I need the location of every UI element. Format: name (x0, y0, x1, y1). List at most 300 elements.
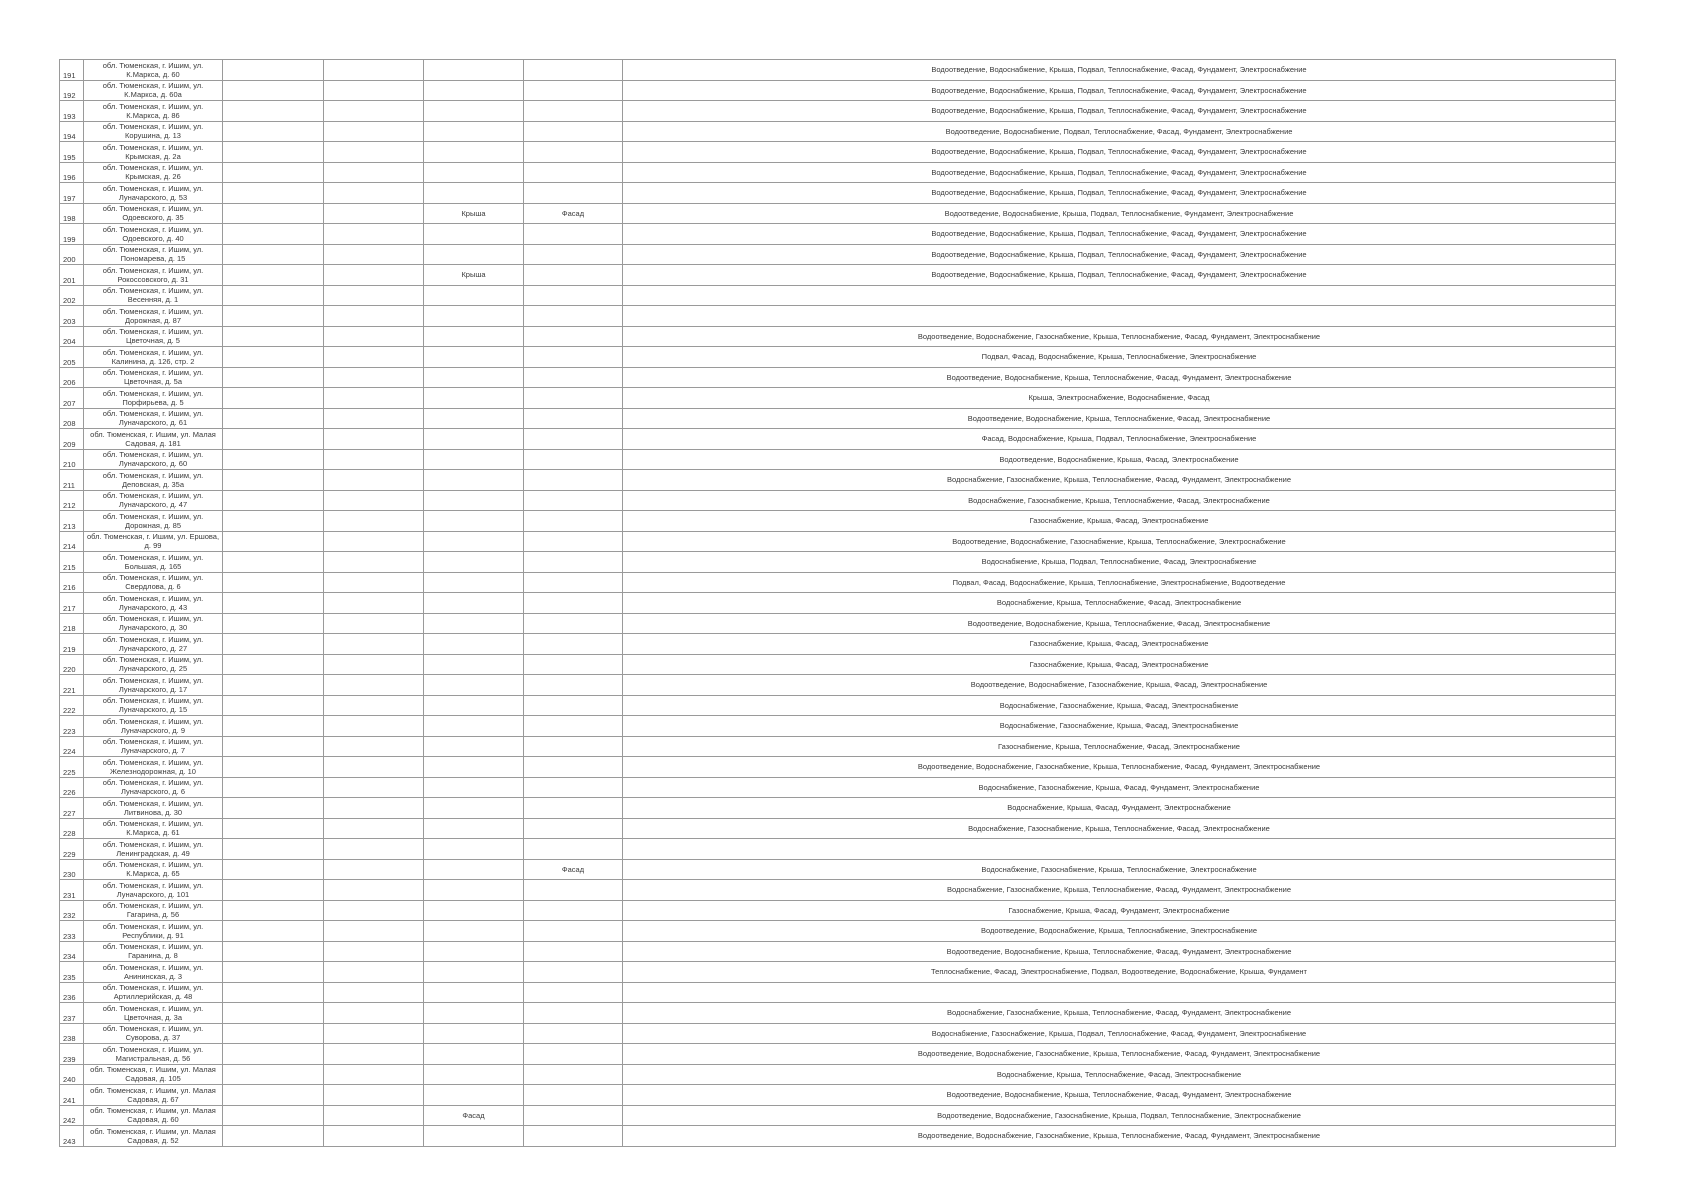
col4-cell (324, 1064, 424, 1085)
works-list-cell: Водоотведение, Водоснабжение, Крыша, Теплоснабжение, Фасад, Электроснабжение (623, 408, 1616, 429)
address-line-2: Суворова, д. 37 (125, 1033, 181, 1043)
col6-work-cell (524, 1105, 623, 1126)
table-row (60, 1085, 1616, 1106)
row-number-cell: 234 (60, 941, 84, 962)
col6-work-cell: Фасад (524, 859, 623, 880)
col5-work-cell (424, 121, 524, 142)
table-row (60, 429, 1616, 450)
col3-cell (223, 1044, 324, 1065)
col5-work-cell (424, 429, 524, 450)
col4-cell (324, 142, 424, 163)
row-number-cell: 229 (60, 839, 84, 860)
col4-cell (324, 675, 424, 696)
works-list-cell: Водоотведение, Водоснабжение, Крыша, Подвал, Теплоснабжение, Фундамент, Электроснабжение (623, 203, 1616, 224)
register-table (59, 59, 1616, 1147)
row-number-cell: 196 (60, 162, 84, 183)
col3-cell (223, 326, 324, 347)
col3-cell (223, 367, 324, 388)
works-list-cell: Водоотведение, Водоснабжение, Крыша, Подвал, Теплоснабжение, Фасад, Фундамент, Электроснабжение (623, 80, 1616, 101)
address-cell (84, 757, 223, 778)
col5-work-cell (424, 654, 524, 675)
col3-cell (223, 695, 324, 716)
address-line-1: обл. Тюменская, г. Ишим, ул. (102, 101, 204, 111)
works-list-cell: Водоотведение, Водоснабжение, Крыша, Подвал, Теплоснабжение, Фасад, Фундамент, Электроснабжение (623, 142, 1616, 163)
row-number-cell: 208 (60, 408, 84, 429)
works-list-cell: Водоснабжение, Газоснабжение, Крыша, Фасад, Фундамент, Электроснабжение (623, 777, 1616, 798)
col6-work-cell (524, 162, 623, 183)
table-row (60, 634, 1616, 655)
col3-cell (223, 941, 324, 962)
table-row (60, 224, 1616, 245)
table-row (60, 859, 1616, 880)
row-number-cell: 241 (60, 1085, 84, 1106)
works-list-cell: Водоотведение, Водоснабжение, Газоснабжение, Крыша, Теплоснабжение, Фасад, Фундамент, Электроснабжение (623, 1044, 1616, 1065)
address-cell (84, 1126, 223, 1147)
row-number-cell: 212 (60, 490, 84, 511)
address-line-2: К.Маркса, д. 60 (126, 69, 180, 79)
table-row (60, 101, 1616, 122)
address-cell (84, 490, 223, 511)
address-cell (84, 470, 223, 491)
table-row (60, 60, 1616, 81)
row-number-cell: 242 (60, 1105, 84, 1126)
row-number-cell: 201 (60, 265, 84, 286)
col4-cell (324, 511, 424, 532)
row-number-cell: 203 (60, 306, 84, 327)
row-number-cell: 230 (60, 859, 84, 880)
col5-work-cell (424, 326, 524, 347)
col4-cell (324, 839, 424, 860)
table-row (60, 757, 1616, 778)
col4-cell (324, 449, 424, 470)
row-number-cell: 238 (60, 1023, 84, 1044)
col4-cell (324, 859, 424, 880)
address-line-1: обл. Тюменская, г. Ишим, ул. Малая (90, 1106, 216, 1116)
table-row (60, 962, 1616, 983)
address-line-1: обл. Тюменская, г. Ишим, ул. (102, 778, 204, 788)
col5-work-cell (424, 490, 524, 511)
row-number-cell: 218 (60, 613, 84, 634)
address-cell (84, 511, 223, 532)
row-number-cell: 240 (60, 1064, 84, 1085)
address-line-2: Луначарского, д. 9 (120, 725, 186, 735)
col3-cell (223, 203, 324, 224)
address-cell (84, 265, 223, 286)
works-list-cell: Водоотведение, Водоснабжение, Газоснабжение, Крыша, Теплоснабжение, Фасад, Фундамент, Электроснабжение (623, 757, 1616, 778)
col4-cell (324, 716, 424, 737)
col5-work-cell (424, 982, 524, 1003)
address-line-1: обл. Тюменская, г. Ишим, ул. (102, 655, 204, 665)
col5-work-cell (424, 818, 524, 839)
row-number-cell: 195 (60, 142, 84, 163)
address-line-1: обл. Тюменская, г. Ишим, ул. (102, 409, 204, 419)
address-line-1: обл. Тюменская, г. Ишим, ул. (102, 265, 204, 275)
address-cell (84, 326, 223, 347)
col6-work-cell (524, 982, 623, 1003)
col5-work-cell (424, 695, 524, 716)
col3-cell (223, 1023, 324, 1044)
works-list-cell: Водоотведение, Водоснабжение, Газоснабжение, Крыша, Теплоснабжение, Электроснабжение (623, 531, 1616, 552)
address-line-2: Дорожная, д. 85 (124, 520, 182, 530)
works-list-cell: Крыша, Электроснабжение, Водоснабжение, Фасад (623, 388, 1616, 409)
address-cell (84, 839, 223, 860)
col6-work-cell (524, 1023, 623, 1044)
col3-cell (223, 347, 324, 368)
address-line-1: обл. Тюменская, г. Ишим, ул. (102, 552, 204, 562)
address-line-2: Луначарского, д. 43 (118, 602, 188, 612)
address-line-1: обл. Тюменская, г. Ишим, ул. (102, 593, 204, 603)
col6-work-cell (524, 736, 623, 757)
col3-cell (223, 962, 324, 983)
address-line-1: обл. Тюменская, г. Ишим, ул. (102, 142, 204, 152)
address-cell (84, 654, 223, 675)
col6-work-cell (524, 900, 623, 921)
row-number-cell: 223 (60, 716, 84, 737)
address-line-1: обл. Тюменская, г. Ишим, ул. (102, 880, 204, 890)
col3-cell (223, 183, 324, 204)
address-line-2: Одоевского, д. 40 (122, 233, 184, 243)
address-line-2: Луначарского, д. 47 (118, 500, 188, 510)
row-number-cell: 231 (60, 880, 84, 901)
address-line-2: Садовая, д. 105 (125, 1074, 181, 1084)
table-row (60, 162, 1616, 183)
col6-work-cell (524, 183, 623, 204)
address-line-2: Луначарского, д. 6 (120, 787, 186, 797)
address-cell (84, 921, 223, 942)
address-line-2: К.Маркса, д. 86 (126, 110, 180, 120)
col3-cell (223, 511, 324, 532)
table-row (60, 798, 1616, 819)
col4-cell (324, 203, 424, 224)
table-row (60, 1126, 1616, 1147)
col4-cell (324, 121, 424, 142)
address-line-2: Луначарского, д. 15 (118, 705, 188, 715)
address-line-2: Литвинова, д. 30 (123, 807, 183, 817)
col3-cell (223, 1064, 324, 1085)
col5-work-cell (424, 60, 524, 81)
table-row (60, 142, 1616, 163)
col4-cell (324, 818, 424, 839)
col4-cell (324, 880, 424, 901)
col4-cell (324, 1126, 424, 1147)
address-line-1: обл. Тюменская, г. Ишим, ул. (102, 122, 204, 132)
address-line-1: обл. Тюменская, г. Ишим, ул. Малая (90, 429, 216, 439)
col4-cell (324, 1023, 424, 1044)
row-number-cell: 225 (60, 757, 84, 778)
address-line-2: Гаранина, д. 8 (128, 951, 178, 961)
address-line-2: Луначарского, д. 101 (116, 889, 190, 899)
address-line-1: обл. Тюменская, г. Ишим, ул. (102, 696, 204, 706)
row-number-cell: 214 (60, 531, 84, 552)
col3-cell (223, 1105, 324, 1126)
address-cell (84, 552, 223, 573)
table-row (60, 80, 1616, 101)
row-number-cell: 228 (60, 818, 84, 839)
address-line-2: Артиллерийская, д. 48 (113, 992, 193, 1002)
address-cell (84, 306, 223, 327)
table-row (60, 388, 1616, 409)
col5-work-cell (424, 142, 524, 163)
works-list-cell: Водоснабжение, Газоснабжение, Крыша, Фасад, Электроснабжение (623, 695, 1616, 716)
col4-cell (324, 982, 424, 1003)
address-line-2: Республики, д. 91 (122, 930, 184, 940)
works-list-cell: Водоснабжение, Газоснабжение, Крыша, Теплоснабжение, Фасад, Фундамент, Электроснабжение (623, 470, 1616, 491)
col6-work-cell (524, 367, 623, 388)
col6-work-cell (524, 388, 623, 409)
row-number-cell: 233 (60, 921, 84, 942)
address-line-2: Цветочная, д. 5 (126, 336, 180, 346)
col5-work-cell (424, 593, 524, 614)
address-line-2: Цветочная, д. 5а (123, 377, 183, 387)
col5-work-cell (424, 1126, 524, 1147)
col4-cell (324, 224, 424, 245)
row-number-cell: 206 (60, 367, 84, 388)
col5-work-cell (424, 1003, 524, 1024)
col6-work-cell (524, 142, 623, 163)
col4-cell (324, 695, 424, 716)
address-cell (84, 388, 223, 409)
address-line-2: Свердлова, д. 6 (125, 582, 181, 592)
works-list-cell: Водоснабжение, Газоснабжение, Крыша, Теплоснабжение, Фасад, Электроснабжение (623, 818, 1616, 839)
address-line-1: обл. Тюменская, г. Ишим, ул. (102, 327, 204, 337)
col3-cell (223, 244, 324, 265)
table-row (60, 880, 1616, 901)
address-line-1: обл. Тюменская, г. Ишим, ул. (102, 470, 204, 480)
address-line-1: обл. Тюменская, г. Ишим, ул. (102, 860, 204, 870)
address-cell (84, 203, 223, 224)
address-cell (84, 736, 223, 757)
row-number-cell: 237 (60, 1003, 84, 1024)
row-number-cell: 192 (60, 80, 84, 101)
works-list-cell: Газоснабжение, Крыша, Фасад, Электроснабжение (623, 654, 1616, 675)
col5-work-cell (424, 716, 524, 737)
address-line-1: обл. Тюменская, г. Ишим, ул. (102, 634, 204, 644)
works-list-cell: Водоотведение, Водоснабжение, Крыша, Подвал, Теплоснабжение, Фасад, Фундамент, Электроснабжение (623, 265, 1616, 286)
col3-cell (223, 777, 324, 798)
col6-work-cell (524, 593, 623, 614)
row-number-cell: 224 (60, 736, 84, 757)
col4-cell (324, 1085, 424, 1106)
works-list-cell: Водоотведение, Водоснабжение, Крыша, Подвал, Теплоснабжение, Фасад, Фундамент, Электроснабжение (623, 162, 1616, 183)
row-number-cell: 232 (60, 900, 84, 921)
col5-work-cell (424, 757, 524, 778)
address-cell (84, 695, 223, 716)
address-line-1: обл. Тюменская, г. Ишим, ул. (102, 1024, 204, 1034)
col6-work-cell (524, 777, 623, 798)
address-cell (84, 408, 223, 429)
works-list-cell: Водоснабжение, Крыша, Подвал, Теплоснабжение, Фасад, Электроснабжение (623, 552, 1616, 573)
col3-cell (223, 880, 324, 901)
col5-work-cell (424, 449, 524, 470)
works-list-cell: Водоотведение, Водоснабжение, Крыша, Подвал, Теплоснабжение, Фасад, Фундамент, Электроснабжение (623, 183, 1616, 204)
address-line-2: Луначарского, д. 53 (118, 192, 188, 202)
address-line-2: Садовая, д. 60 (127, 1115, 179, 1125)
row-number-cell: 226 (60, 777, 84, 798)
works-list-cell: Газоснабжение, Крыша, Фасад, Электроснабжение (623, 634, 1616, 655)
col5-work-cell (424, 388, 524, 409)
col5-work-cell (424, 306, 524, 327)
col6-work-cell (524, 224, 623, 245)
address-line-2: Садовая, д. 67 (127, 1094, 179, 1104)
col6-work-cell (524, 244, 623, 265)
col6-work-cell (524, 429, 623, 450)
col6-work-cell (524, 921, 623, 942)
col6-work-cell (524, 408, 623, 429)
col6-work-cell (524, 101, 623, 122)
col4-cell (324, 162, 424, 183)
works-list-cell (623, 285, 1616, 306)
col3-cell (223, 716, 324, 737)
col6-work-cell (524, 60, 623, 81)
row-number-cell: 193 (60, 101, 84, 122)
address-line-2: Луначарского, д. 25 (118, 664, 188, 674)
works-list-cell: Водоотведение, Водоснабжение, Крыша, Подвал, Теплоснабжение, Фасад, Фундамент, Электроснабжение (623, 224, 1616, 245)
table-row (60, 265, 1616, 286)
address-cell (84, 880, 223, 901)
col3-cell (223, 921, 324, 942)
col6-work-cell (524, 572, 623, 593)
col3-cell (223, 265, 324, 286)
col5-work-cell (424, 1064, 524, 1085)
col4-cell (324, 244, 424, 265)
table-row (60, 777, 1616, 798)
col5-work-cell (424, 777, 524, 798)
col5-work-cell (424, 552, 524, 573)
works-list-cell: Фасад, Водоснабжение, Крыша, Подвал, Теплоснабжение, Электроснабжение (623, 429, 1616, 450)
address-line-1: обл. Тюменская, г. Ишим, ул. (102, 368, 204, 378)
works-list-cell: Водоотведение, Водоснабжение, Крыша, Подвал, Теплоснабжение, Фасад, Фундамент, Электроснабжение (623, 244, 1616, 265)
address-line-1: обл. Тюменская, г. Ишим, ул. Малая (90, 1085, 216, 1095)
col5-work-cell (424, 224, 524, 245)
col3-cell (223, 675, 324, 696)
col6-work-cell (524, 634, 623, 655)
works-list-cell (623, 839, 1616, 860)
col6-work-cell (524, 470, 623, 491)
address-line-2: Крымская, д. 2а (125, 151, 181, 161)
address-line-2: Магистральная, д. 56 (115, 1053, 191, 1063)
row-number-cell: 221 (60, 675, 84, 696)
address-line-1: обл. Тюменская, г. Ишим, ул. (102, 204, 204, 214)
row-number-cell: 194 (60, 121, 84, 142)
works-list-cell: Водоотведение, Водоснабжение, Крыша, Теплоснабжение, Фасад, Фундамент, Электроснабжение (623, 367, 1616, 388)
table-row (60, 1044, 1616, 1065)
address-line-2: Калинина, д. 126, стр. 2 (111, 356, 195, 366)
works-list-cell: Водоснабжение, Газоснабжение, Крыша, Теплоснабжение, Фасад, Фундамент, Электроснабжение (623, 1003, 1616, 1024)
row-number-cell: 213 (60, 511, 84, 532)
col5-work-cell: Крыша (424, 265, 524, 286)
table-row (60, 818, 1616, 839)
col5-work-cell (424, 285, 524, 306)
address-line-1: обл. Тюменская, г. Ишим, ул. (102, 839, 204, 849)
address-line-1: обл. Тюменская, г. Ишим, ул. (102, 614, 204, 624)
col3-cell (223, 490, 324, 511)
row-number-cell: 236 (60, 982, 84, 1003)
col5-work-cell: Крыша (424, 203, 524, 224)
col4-cell (324, 1105, 424, 1126)
col4-cell (324, 470, 424, 491)
table-row (60, 347, 1616, 368)
col4-cell (324, 183, 424, 204)
address-cell (84, 634, 223, 655)
col4-cell (324, 326, 424, 347)
table-row (60, 941, 1616, 962)
address-line-2: Железнодорожная, д. 10 (110, 766, 196, 776)
address-line-2: Одоевского, д. 35 (122, 213, 184, 223)
table-body (60, 60, 1616, 1147)
table-row (60, 490, 1616, 511)
col6-work-cell (524, 326, 623, 347)
address-line-2: Рокоссовского, д. 31 (117, 274, 189, 284)
row-number-cell: 239 (60, 1044, 84, 1065)
works-list-cell: Водоснабжение, Газоснабжение, Крыша, Подвал, Теплоснабжение, Фасад, Фундамент, Электроснабжение (623, 1023, 1616, 1044)
row-number-cell: 197 (60, 183, 84, 204)
address-line-2: Луначарского, д. 60 (118, 459, 188, 469)
row-number-cell: 220 (60, 654, 84, 675)
col4-cell (324, 60, 424, 81)
address-line-1: обл. Тюменская, г. Ишим, ул. (102, 491, 204, 501)
col6-work-cell (524, 675, 623, 696)
address-cell (84, 224, 223, 245)
address-line-1: обл. Тюменская, г. Ишим, ул. (102, 675, 204, 685)
row-number-cell: 191 (60, 60, 84, 81)
row-number-cell: 207 (60, 388, 84, 409)
col6-work-cell (524, 757, 623, 778)
col6-work-cell (524, 1044, 623, 1065)
col3-cell (223, 306, 324, 327)
row-number-cell: 202 (60, 285, 84, 306)
works-list-cell: Водоснабжение, Газоснабжение, Крыша, Теплоснабжение, Фасад, Фундамент, Электроснабжение (623, 880, 1616, 901)
col6-work-cell (524, 511, 623, 532)
col5-work-cell (424, 962, 524, 983)
address-line-2: Садовая, д. 181 (125, 438, 181, 448)
col4-cell (324, 654, 424, 675)
address-line-2: Ленинградская, д. 49 (116, 848, 190, 858)
address-cell (84, 798, 223, 819)
col4-cell (324, 798, 424, 819)
row-number-cell: 215 (60, 552, 84, 573)
col4-cell (324, 962, 424, 983)
col3-cell (223, 736, 324, 757)
address-line-2: Большая, д. 165 (124, 561, 182, 571)
address-line-1: обл. Тюменская, г. Ишим, ул. Малая (90, 1065, 216, 1075)
works-list-cell (623, 982, 1616, 1003)
address-line-2: Дорожная, д. 87 (124, 315, 182, 325)
col4-cell (324, 306, 424, 327)
works-list-cell: Водоотведение, Водоснабжение, Крыша, Теплоснабжение, Электроснабжение (623, 921, 1616, 942)
address-cell (84, 347, 223, 368)
address-cell (84, 244, 223, 265)
address-line-1: обл. Тюменская, г. Ишим, ул. (102, 245, 204, 255)
col5-work-cell (424, 880, 524, 901)
address-line-1: обл. Тюменская, г. Ишим, ул. (102, 901, 204, 911)
col6-work-cell (524, 285, 623, 306)
col6-work-cell (524, 880, 623, 901)
table-row (60, 982, 1616, 1003)
col5-work-cell (424, 408, 524, 429)
address-line-1: обл. Тюменская, г. Ишим, ул. (102, 962, 204, 972)
col5-work-cell (424, 798, 524, 819)
address-line-1: обл. Тюменская, г. Ишим, ул. (102, 573, 204, 583)
address-cell (84, 101, 223, 122)
table-row (60, 593, 1616, 614)
works-list-cell: Водоснабжение, Крыша, Теплоснабжение, Фасад, Электроснабжение (623, 593, 1616, 614)
address-line-1: обл. Тюменская, г. Ишим, ул. (102, 1003, 204, 1013)
col5-work-cell (424, 511, 524, 532)
col3-cell (223, 101, 324, 122)
col3-cell (223, 285, 324, 306)
col5-work-cell (424, 101, 524, 122)
table-row (60, 531, 1616, 552)
